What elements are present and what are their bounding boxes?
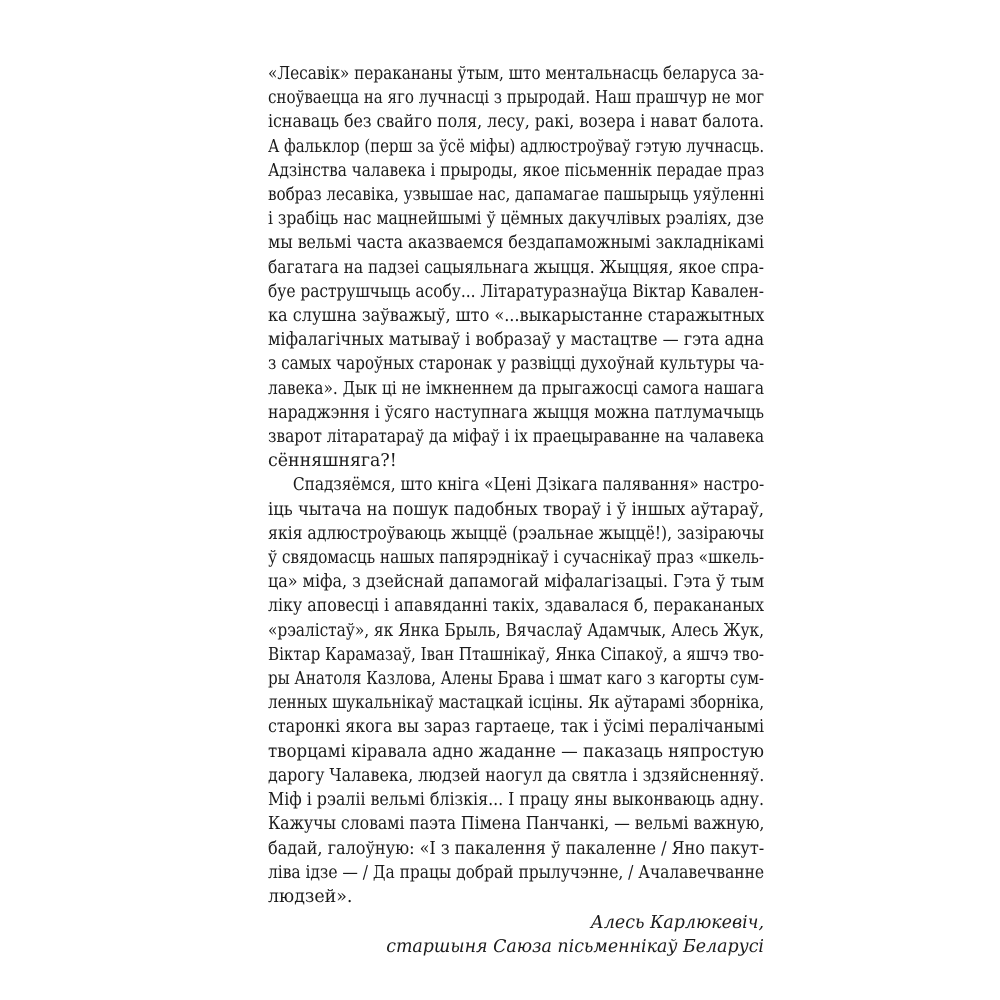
text-line: ца» міфа, з дзейснай дапамогай міфалагізацыі. Гэта ў тым [268, 572, 765, 593]
text-line: «рэалістаў», як Янка Брыль, Вячаслаў Адамчык, Алесь Жук, [268, 620, 764, 641]
text-line: старонкі якога вы зараз гартаеце, так і ўсімі пералічанымі [268, 717, 764, 738]
text-line: буе раструшчыць асобу... Літаратуразнаўца Віктар Кавален- [268, 281, 764, 302]
text-line: сённяшняга?! [268, 451, 397, 472]
text-line: А фальклор (перш за ўсё міфы) адлюстроўваў гэтую лучнасць. [268, 136, 765, 157]
paragraph-2 [268, 473, 764, 909]
text-line: ў свядомасць нашых папярэднікаў і сучаснікаў праз «шкель- [268, 548, 764, 569]
text-line: Віктар Карамазаў, Іван Пташнікаў, Янка Сіпакоў, а яшчэ тво- [268, 644, 764, 665]
text-line: ры Анатоля Казлова, Алены Брава і шмат каго з кагорты сум- [268, 669, 764, 690]
text-line: лавека». Дык ці не імкненнем да прыгажосці самога нашага [268, 378, 764, 399]
text-line: творцамі кіравала адно жаданне — паказаць няпростую [268, 741, 764, 762]
text-line: якія адлюстроўваюць жыццё (рэальнае жыццё!), зазіраючы [268, 523, 764, 544]
signature-title: старшыня Саюза пісьменнікаў Беларусі [386, 937, 764, 958]
text-line: людзей». [268, 886, 353, 907]
signature-author: Алесь Карлюкевіч, [590, 913, 764, 934]
text-line: сноўваецца на яго лучнасці з прыродай. Наш прашчур не мог [268, 88, 764, 109]
text-line: Адзінства чалавека і прыроды, якое пісьменнік перадае праз [268, 160, 765, 181]
text-line: багатага на падзеі сацыяльнага жыцця. Жыццяя, якое спра- [268, 257, 764, 278]
document-page [268, 62, 764, 960]
text-line: мы вельмі часта аказваемся бездапаможнымі закладнікамі [268, 233, 764, 254]
text-line: існаваць без свайго поля, лесу, ракі, возера і нават балота. [268, 112, 765, 133]
paragraph-1 [268, 62, 764, 473]
text-line: з самых чароўных старонак у развіцці духоўнай культуры ча- [268, 354, 765, 375]
text-line: іць чытача на пошук падобных твораў і ў іншых аўтараў, [268, 499, 764, 520]
text-line: зварот літаратараў да міфаў і іх праецыраванне на чалавека [268, 427, 765, 448]
text-line: міфалагічных матываў і вобразаў у мастацтве — гэта адна [268, 330, 764, 351]
text-line: вобраз лесавіка, узвышае нас, дапамагае пашырыць уяўленні [268, 185, 764, 206]
text-line: Кажучы словамі паэта Пімена Панчанкі, — вельмі важную, [268, 814, 765, 835]
text-line: нараджэння і ўсяго наступнага жыцця можна патлумачыць [268, 402, 764, 423]
text-line: бадай, галоўную: «І з пакалення ў пакаленне / Яно пакут- [268, 838, 765, 859]
text-line: дарогу Чалавека, людзей наогул да святла і здзяйсненняў. [268, 765, 765, 786]
text-line: «Лесавік» перакананы ўтым, што ментальнасць беларуса за- [268, 64, 764, 84]
text-line: і зрабіць нас мацнейшымі ў цёмных дакучлівых рэаліях, дзе [268, 209, 764, 230]
text-line: Міф і рэаліі вельмі блізкія... І працу яны выконваюць адну. [268, 790, 765, 811]
text-line: ка слушна заўважыў, што «...выкарыстанне старажытных [268, 306, 765, 327]
text-line: ліку аповесці і апавяданні такіх, здавалася б, перакананых [268, 596, 764, 617]
text-line: Спадзяёмся, што кніга «Цені Дзікага палявання» настро- [292, 475, 765, 496]
signature [268, 911, 764, 959]
text-line: ленных шукальнікаў мастацкай ісціны. Як аўтарамі зборніка, [268, 693, 764, 714]
text-line: ліва ідзе — / Да працы добрай прылучэнне, / Ачалавечванне [268, 862, 764, 883]
